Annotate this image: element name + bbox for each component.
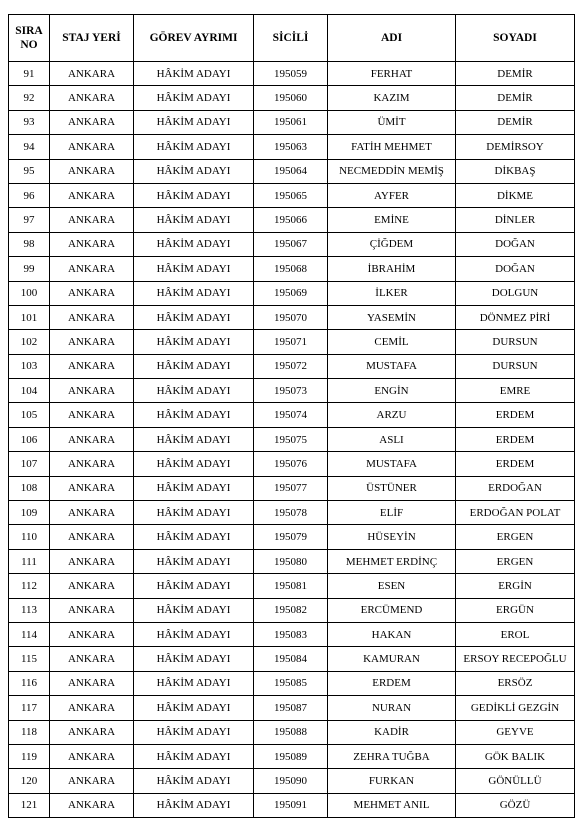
cell-sira-no: 104 [9, 379, 50, 403]
cell-gorev-ayrimi: HÂKİM ADAYI [134, 696, 254, 720]
cell-gorev-ayrimi: HÂKİM ADAYI [134, 232, 254, 256]
cell-gorev-ayrimi: HÂKİM ADAYI [134, 720, 254, 744]
cell-soyadi: GÖK BALIK [456, 744, 575, 768]
cell-adi: ENGİN [328, 379, 456, 403]
cell-staj-yeri: ANKARA [50, 574, 134, 598]
cell-gorev-ayrimi: HÂKİM ADAYI [134, 452, 254, 476]
table-row [9, 110, 575, 134]
cell-gorev-ayrimi: HÂKİM ADAYI [134, 257, 254, 281]
cell-sira-no: 100 [9, 281, 50, 305]
cell-staj-yeri: ANKARA [50, 62, 134, 86]
table-row [9, 208, 575, 232]
table-row [9, 281, 575, 305]
cell-staj-yeri: ANKARA [50, 793, 134, 817]
cell-sira-no: 120 [9, 769, 50, 793]
cell-adi: KAZIM [328, 86, 456, 110]
cell-adi: MEHMET ERDİNÇ [328, 549, 456, 573]
cell-gorev-ayrimi: HÂKİM ADAYI [134, 744, 254, 768]
cell-adi: AYFER [328, 183, 456, 207]
cell-gorev-ayrimi: HÂKİM ADAYI [134, 598, 254, 622]
cell-staj-yeri: ANKARA [50, 769, 134, 793]
cell-soyadi: ERGEN [456, 549, 575, 573]
cell-gorev-ayrimi: HÂKİM ADAYI [134, 574, 254, 598]
cell-soyadi: GEDİKLİ GEZGİN [456, 696, 575, 720]
cell-sira-no: 108 [9, 476, 50, 500]
cell-sira-no: 101 [9, 305, 50, 329]
table-row [9, 525, 575, 549]
cell-adi: HÜSEYİN [328, 525, 456, 549]
cell-soyadi: DİNLER [456, 208, 575, 232]
cell-gorev-ayrimi: HÂKİM ADAYI [134, 62, 254, 86]
table-row [9, 671, 575, 695]
cell-staj-yeri: ANKARA [50, 281, 134, 305]
cell-gorev-ayrimi: HÂKİM ADAYI [134, 403, 254, 427]
candidate-table [8, 14, 575, 818]
header-gorev-ayrimi: GÖREV AYRIMI [134, 15, 254, 62]
cell-sicili: 195082 [254, 598, 328, 622]
cell-soyadi: GÖNÜLLÜ [456, 769, 575, 793]
cell-adi: KAMURAN [328, 647, 456, 671]
cell-sira-no: 99 [9, 257, 50, 281]
cell-adi: ERCÜMEND [328, 598, 456, 622]
cell-staj-yeri: ANKARA [50, 476, 134, 500]
table-header [9, 15, 575, 62]
cell-sira-no: 111 [9, 549, 50, 573]
cell-sira-no: 91 [9, 62, 50, 86]
cell-adi: ÜSTÜNER [328, 476, 456, 500]
table-row [9, 62, 575, 86]
cell-sira-no: 105 [9, 403, 50, 427]
cell-sira-no: 118 [9, 720, 50, 744]
cell-sira-no: 117 [9, 696, 50, 720]
cell-sicili: 195091 [254, 793, 328, 817]
cell-adi: MUSTAFA [328, 354, 456, 378]
cell-sira-no: 102 [9, 330, 50, 354]
cell-sicili: 195068 [254, 257, 328, 281]
cell-adi: ELİF [328, 501, 456, 525]
cell-soyadi: DEMİR [456, 62, 575, 86]
cell-adi: ÇİĞDEM [328, 232, 456, 256]
cell-gorev-ayrimi: HÂKİM ADAYI [134, 86, 254, 110]
cell-soyadi: GEYVE [456, 720, 575, 744]
cell-sicili: 195080 [254, 549, 328, 573]
table-body [9, 62, 575, 818]
table-row [9, 452, 575, 476]
table-row [9, 793, 575, 817]
cell-gorev-ayrimi: HÂKİM ADAYI [134, 354, 254, 378]
cell-gorev-ayrimi: HÂKİM ADAYI [134, 622, 254, 646]
cell-sicili: 195061 [254, 110, 328, 134]
table-row [9, 330, 575, 354]
cell-sicili: 195063 [254, 135, 328, 159]
header-soyadi: SOYADI [456, 15, 575, 62]
cell-sira-no: 92 [9, 86, 50, 110]
cell-sicili: 195077 [254, 476, 328, 500]
cell-sicili: 195089 [254, 744, 328, 768]
cell-soyadi: DİKME [456, 183, 575, 207]
cell-staj-yeri: ANKARA [50, 403, 134, 427]
header-sira-line1: SIRA [15, 25, 43, 37]
cell-gorev-ayrimi: HÂKİM ADAYI [134, 110, 254, 134]
cell-soyadi: ERGEN [456, 525, 575, 549]
cell-staj-yeri: ANKARA [50, 379, 134, 403]
cell-staj-yeri: ANKARA [50, 330, 134, 354]
table-row [9, 159, 575, 183]
cell-adi: MUSTAFA [328, 452, 456, 476]
header-adi: ADI [328, 15, 456, 62]
cell-sira-no: 119 [9, 744, 50, 768]
cell-sira-no: 98 [9, 232, 50, 256]
cell-sicili: 195076 [254, 452, 328, 476]
cell-staj-yeri: ANKARA [50, 305, 134, 329]
cell-staj-yeri: ANKARA [50, 427, 134, 451]
cell-sicili: 195087 [254, 696, 328, 720]
cell-soyadi: DEMİR [456, 110, 575, 134]
cell-staj-yeri: ANKARA [50, 696, 134, 720]
cell-staj-yeri: ANKARA [50, 135, 134, 159]
cell-soyadi: ERDEM [456, 427, 575, 451]
cell-gorev-ayrimi: HÂKİM ADAYI [134, 549, 254, 573]
cell-sicili: 195060 [254, 86, 328, 110]
cell-adi: ESEN [328, 574, 456, 598]
cell-sira-no: 107 [9, 452, 50, 476]
cell-staj-yeri: ANKARA [50, 232, 134, 256]
cell-staj-yeri: ANKARA [50, 720, 134, 744]
cell-sicili: 195073 [254, 379, 328, 403]
cell-staj-yeri: ANKARA [50, 622, 134, 646]
cell-sira-no: 116 [9, 671, 50, 695]
cell-sicili: 195088 [254, 720, 328, 744]
table-row [9, 257, 575, 281]
table-row [9, 574, 575, 598]
cell-soyadi: DEMİRSOY [456, 135, 575, 159]
cell-adi: EMİNE [328, 208, 456, 232]
cell-sira-no: 103 [9, 354, 50, 378]
header-sira-line2: NO [20, 39, 38, 51]
cell-gorev-ayrimi: HÂKİM ADAYI [134, 159, 254, 183]
cell-adi: FURKAN [328, 769, 456, 793]
cell-staj-yeri: ANKARA [50, 549, 134, 573]
table-row [9, 232, 575, 256]
cell-gorev-ayrimi: HÂKİM ADAYI [134, 769, 254, 793]
cell-soyadi: DOLGUN [456, 281, 575, 305]
table-row [9, 769, 575, 793]
cell-soyadi: DİKBAŞ [456, 159, 575, 183]
cell-adi: İLKER [328, 281, 456, 305]
cell-gorev-ayrimi: HÂKİM ADAYI [134, 208, 254, 232]
cell-sira-no: 115 [9, 647, 50, 671]
cell-adi: İBRAHİM [328, 257, 456, 281]
table-row [9, 379, 575, 403]
cell-gorev-ayrimi: HÂKİM ADAYI [134, 183, 254, 207]
cell-staj-yeri: ANKARA [50, 208, 134, 232]
cell-soyadi: DOĞAN [456, 257, 575, 281]
cell-staj-yeri: ANKARA [50, 452, 134, 476]
cell-gorev-ayrimi: HÂKİM ADAYI [134, 647, 254, 671]
cell-staj-yeri: ANKARA [50, 159, 134, 183]
cell-sicili: 195069 [254, 281, 328, 305]
cell-gorev-ayrimi: HÂKİM ADAYI [134, 671, 254, 695]
cell-staj-yeri: ANKARA [50, 257, 134, 281]
header-staj-yeri: STAJ YERİ [50, 15, 134, 62]
cell-staj-yeri: ANKARA [50, 501, 134, 525]
cell-sira-no: 95 [9, 159, 50, 183]
table-row [9, 501, 575, 525]
cell-sira-no: 121 [9, 793, 50, 817]
table-row [9, 476, 575, 500]
cell-gorev-ayrimi: HÂKİM ADAYI [134, 793, 254, 817]
cell-sira-no: 110 [9, 525, 50, 549]
header-sira-no [9, 15, 50, 62]
cell-soyadi: ERDOĞAN [456, 476, 575, 500]
cell-gorev-ayrimi: HÂKİM ADAYI [134, 305, 254, 329]
cell-gorev-ayrimi: HÂKİM ADAYI [134, 501, 254, 525]
cell-adi: FERHAT [328, 62, 456, 86]
cell-sicili: 195066 [254, 208, 328, 232]
cell-soyadi: ERSÖZ [456, 671, 575, 695]
cell-sicili: 195072 [254, 354, 328, 378]
cell-sicili: 195083 [254, 622, 328, 646]
cell-gorev-ayrimi: HÂKİM ADAYI [134, 281, 254, 305]
header-sicili: SİCİLİ [254, 15, 328, 62]
cell-sira-no: 96 [9, 183, 50, 207]
table-row [9, 354, 575, 378]
cell-sicili: 195079 [254, 525, 328, 549]
cell-sicili: 195065 [254, 183, 328, 207]
cell-sicili: 195075 [254, 427, 328, 451]
cell-soyadi: GÖZÜ [456, 793, 575, 817]
table-row [9, 744, 575, 768]
table-row [9, 135, 575, 159]
table-row [9, 696, 575, 720]
cell-sicili: 195074 [254, 403, 328, 427]
table-row [9, 403, 575, 427]
cell-soyadi: DURSUN [456, 330, 575, 354]
table-row [9, 647, 575, 671]
cell-sira-no: 106 [9, 427, 50, 451]
cell-sicili: 195070 [254, 305, 328, 329]
table-row [9, 598, 575, 622]
table-row [9, 549, 575, 573]
cell-soyadi: DOĞAN [456, 232, 575, 256]
cell-adi: YASEMİN [328, 305, 456, 329]
cell-adi: ARZU [328, 403, 456, 427]
cell-soyadi: ERSOY RECEPOĞLU [456, 647, 575, 671]
cell-adi: NECMEDDİN MEMİŞ [328, 159, 456, 183]
cell-sira-no: 94 [9, 135, 50, 159]
cell-soyadi: ERDOĞAN POLAT [456, 501, 575, 525]
cell-soyadi: EROL [456, 622, 575, 646]
table-row [9, 86, 575, 110]
cell-sira-no: 113 [9, 598, 50, 622]
cell-sira-no: 93 [9, 110, 50, 134]
cell-adi: NURAN [328, 696, 456, 720]
cell-adi: FATİH MEHMET [328, 135, 456, 159]
cell-staj-yeri: ANKARA [50, 110, 134, 134]
cell-staj-yeri: ANKARA [50, 86, 134, 110]
table-row [9, 622, 575, 646]
cell-sicili: 195085 [254, 671, 328, 695]
cell-adi: ÜMİT [328, 110, 456, 134]
cell-sicili: 195064 [254, 159, 328, 183]
cell-sicili: 195059 [254, 62, 328, 86]
cell-sicili: 195078 [254, 501, 328, 525]
cell-adi: CEMİL [328, 330, 456, 354]
cell-adi: ERDEM [328, 671, 456, 695]
table-row [9, 183, 575, 207]
cell-gorev-ayrimi: HÂKİM ADAYI [134, 330, 254, 354]
cell-sicili: 195084 [254, 647, 328, 671]
cell-adi: MEHMET ANIL [328, 793, 456, 817]
cell-soyadi: DEMİR [456, 86, 575, 110]
cell-adi: ZEHRA TUĞBA [328, 744, 456, 768]
cell-sira-no: 114 [9, 622, 50, 646]
table-row [9, 305, 575, 329]
cell-sira-no: 97 [9, 208, 50, 232]
cell-adi: KADİR [328, 720, 456, 744]
cell-soyadi: DÖNMEZ PİRİ [456, 305, 575, 329]
table-row [9, 720, 575, 744]
cell-staj-yeri: ANKARA [50, 598, 134, 622]
cell-adi: HAKAN [328, 622, 456, 646]
cell-staj-yeri: ANKARA [50, 671, 134, 695]
cell-adi: ASLI [328, 427, 456, 451]
cell-staj-yeri: ANKARA [50, 183, 134, 207]
cell-gorev-ayrimi: HÂKİM ADAYI [134, 476, 254, 500]
cell-sira-no: 109 [9, 501, 50, 525]
cell-soyadi: EMRE [456, 379, 575, 403]
cell-sicili: 195067 [254, 232, 328, 256]
cell-sicili: 195071 [254, 330, 328, 354]
header-row [9, 15, 575, 62]
cell-sicili: 195081 [254, 574, 328, 598]
cell-gorev-ayrimi: HÂKİM ADAYI [134, 135, 254, 159]
cell-sira-no: 112 [9, 574, 50, 598]
cell-soyadi: ERDEM [456, 403, 575, 427]
cell-soyadi: DURSUN [456, 354, 575, 378]
cell-staj-yeri: ANKARA [50, 525, 134, 549]
cell-staj-yeri: ANKARA [50, 647, 134, 671]
cell-gorev-ayrimi: HÂKİM ADAYI [134, 379, 254, 403]
cell-gorev-ayrimi: HÂKİM ADAYI [134, 525, 254, 549]
table-row [9, 427, 575, 451]
cell-soyadi: ERDEM [456, 452, 575, 476]
cell-gorev-ayrimi: HÂKİM ADAYI [134, 427, 254, 451]
cell-soyadi: ERGÜN [456, 598, 575, 622]
cell-staj-yeri: ANKARA [50, 354, 134, 378]
cell-staj-yeri: ANKARA [50, 744, 134, 768]
cell-soyadi: ERGİN [456, 574, 575, 598]
cell-sicili: 195090 [254, 769, 328, 793]
